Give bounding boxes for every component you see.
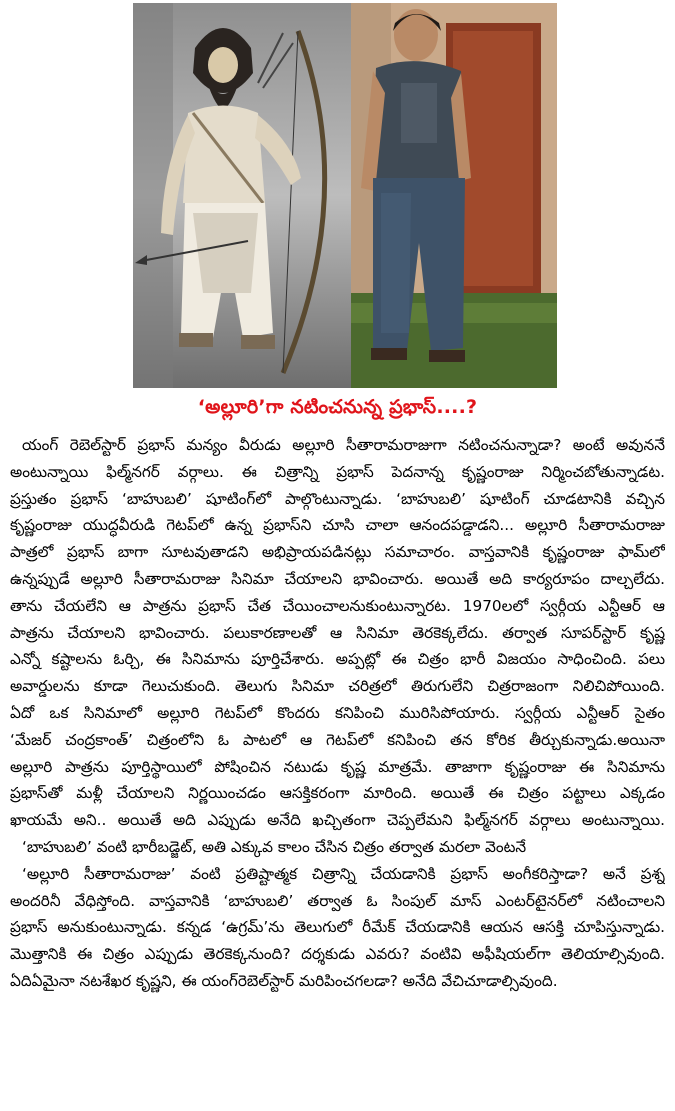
article-line: పాత్రను చేయాలని భావించారు. పలుకారణాలతో ఆ సినిమా తెరకెక్కలేదు. తర్వాత సూపర్‌స్టార్ కృష్ణ bbox=[10, 623, 665, 642]
article-line: యంగ్ రెబెల్‌స్టార్ ప్రభాస్ మన్యం వీరుడు అల్లూరి సీతారామరాజుగా నటించనున్నాడా? అంటే అవుననే bbox=[22, 436, 665, 454]
article-line: ‘మేజర్ చంద్రకాంత్’ చిత్రంలోని ఓ పాటలో ఆ గెటప్‌లో కనిపించి తన కోరిక తీర్చుకున్నాడు.అయినా bbox=[10, 730, 665, 749]
article-line: అంటున్నాయి ఫిల్మ్‌నగర్ వర్గాలు. ఈ చిత్రాన్ని ప్రభాస్ పెదనాన్న కృష్ణంరాజు నిర్మించబోతున్నాడట. bbox=[10, 462, 665, 481]
article-line: ఎన్నో కష్టాలను ఓర్చి, ఈ సినిమాను పూర్తిచేశారు. అప్పట్లో ఈ చిత్రం భారీ విజయం సాధించింది. పలు bbox=[10, 650, 665, 669]
article-line: కృష్ణంరాజు యుద్ధవీరుడి గెటప్‌లో ఉన్న ప్రభాస్‌ని చూసి చాలా ఆనందపడ్డాడని... అల్లూరి సీతారామరాజు bbox=[10, 516, 665, 535]
hero-photo-collage bbox=[133, 3, 557, 388]
article-line: అవార్డులను కూడా గెలుచుకుంది. తెలుగు సినిమా చరిత్రలో తిరుగులేని చిత్రరాజంగా నిలిచిపోయింది. bbox=[10, 677, 665, 696]
article-line: ప్రభాస్‌తో మళ్లీ చేయాలని నిర్ణయించడం ఆసక్తికరంగా మారింది. అయితే ఈ చిత్రం పట్టాలు ఎక్కడం bbox=[10, 784, 665, 803]
article-line: ఏదిఏమైనా నటశేఖర కృష్ణని, ఈ యంగ్‌రెబెల్‌స్టార్ మరిపించగలడా? అనేది వేచిచూడాల్సివుంది. bbox=[10, 971, 558, 990]
article-line: మొత్తానికి ఈ చిత్రం ఎప్పుడు తెరకెక్కనుంది? దర్శకుడు ఎవరు? వంటివి అఫీషియల్‌గా తెలియాల్సివుంది. bbox=[10, 945, 665, 964]
prabhas-photo bbox=[351, 3, 557, 388]
article-headline: ‘అల్లూరి’గా నటించనున్న ప్రభాస్....? bbox=[197, 396, 478, 418]
article-body bbox=[10, 432, 665, 995]
article-line: పాత్రలో ప్రభాస్ బాగా సూటవుతాడని అభిప్రాయపడినట్లు సమాచారం. వాస్తవానికి కృష్ణంరాజు ఫామ్‌లో bbox=[10, 543, 665, 562]
article-line: ‘అల్లూరి సీతారామరాజు’ వంటి ప్రతిష్టాత్మక చిత్రాన్ని చేయడానికి ప్రభాస్ అంగీకరిస్తాడా? అనే ప్రశ్న bbox=[22, 864, 665, 883]
alluri-sitaramaraju-painting bbox=[133, 3, 351, 388]
article-line: అల్లూరి పాత్రను పూర్తిస్థాయిలో పోషించిన నటుడు కృష్ణ మాత్రమే. తాజాగా కృష్ణంరాజు ఈ సినిమాను bbox=[10, 757, 665, 776]
article-line: అందరినీ వేధిస్తోంది. వాస్తవానికి ‘బాహుబలి’ తర్వాత ఓ సింపుల్ మాస్ ఎంటర్‌టైనర్‌లో నటించాలని bbox=[10, 891, 665, 910]
article-line: ఏదో ఒక సినిమాలో అల్లూరి గెటప్‌లో కొందరు కనిపించి మురిసిపోయారు. స్వర్గీయ ఎన్టీఆర్ సైతం bbox=[10, 703, 665, 722]
article-line: ప్రభాస్ అనుకుంటున్నాడు. కన్నడ ‘ఉగ్రమ్’ను తెలుగులో రీమేక్ చేయడానికి ఆయన ఆసక్తి చూపిస్తున్నాడు. bbox=[10, 918, 665, 937]
article-line: ‘బాహుబలి’ వంటి భారీబడ్జెట్, అతి ఎక్కువ కాలం చేసిన చిత్రం తర్వాత మరలా వెంటనే bbox=[22, 837, 527, 856]
article-line: ఖాయమే అని.. అయితే అది ఎప్పుడు అనేది ఖచ్చితంగా చెప్పలేమని ఫిల్మ్‌నగర్ వర్గాలు అంటున్నాయి. bbox=[10, 811, 665, 830]
article-line: ఉన్నప్పుడే అల్లూరి సీతారామరాజు సినిమా చేయాలని భావించారు. అయితే అది కార్యరూపం దాల్చలేదు. bbox=[10, 569, 665, 588]
article-line: తాను చేయలేని ఆ పాత్రను ప్రభాస్ చేత చేయించాలనుకుంటున్నారట. 1970లలో స్వర్గీయ ఎన్టీఆర్ ఆ bbox=[10, 596, 665, 615]
article-line: ప్రస్తుతం ప్రభాస్ ‘బాహుబలి’ షూటింగ్‌లో పాల్గొంటున్నాడు. ‘బాహుబలి’ షూటింగ్ చూడటానికి వచ్చిన bbox=[10, 489, 665, 508]
